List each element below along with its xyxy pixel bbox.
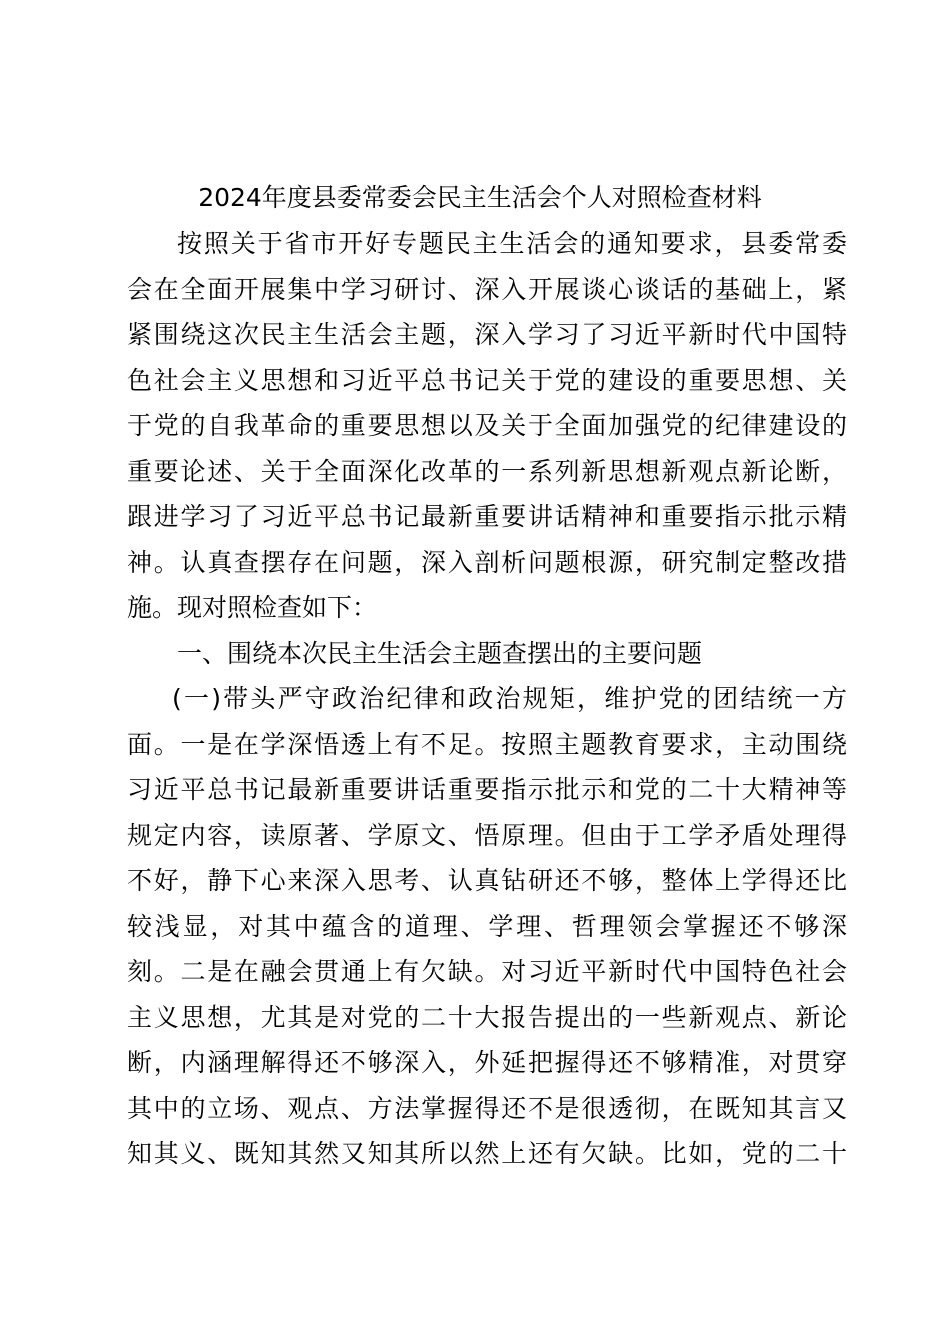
text-line: 跟进学习了习近平总书记最新重要讲话精神和重要指示批示精 bbox=[127, 502, 847, 531]
text-line: 紧围绕这次民主生活会主题，深入学习了习近平新时代中国特 bbox=[127, 320, 847, 349]
text-line: 按照关于省市开好专题民主生活会的通知要求，县委常委 bbox=[177, 229, 847, 258]
text-line: 于党的自我革命的重要思想以及关于全面加强党的纪律建设的 bbox=[127, 411, 847, 440]
text-line: 重要论述、关于全面深化改革的一系列新思想新观点新论断， bbox=[127, 456, 847, 486]
section-heading: 一、围绕本次民主生活会主题查摆出的主要问题 bbox=[177, 638, 703, 668]
text-line: 规定内容，读原著、学原文、悟原理。但由于工学矛盾处理得 bbox=[127, 820, 847, 850]
text-line: 施。现对照检查如下： bbox=[127, 593, 378, 622]
text-line: 会在全面开展集中学习研讨、深入开展谈心谈话的基础上，紧 bbox=[127, 274, 847, 304]
text-line: 断，内涵理解得还不够深入，外延把握得还不够精准，对贯穿 bbox=[127, 1048, 847, 1077]
text-line: (一)带头严守政治纪律和政治规矩，维护党的团结统一方 bbox=[172, 684, 847, 713]
text-line: 知其义、既知其然又知其所以然上还有欠缺。比如，党的二十 bbox=[127, 1139, 847, 1168]
text-line: 较浅显，对其中蕴含的道理、学理、哲理领会掌握还不够深 bbox=[127, 911, 847, 941]
text-line: 色社会主义思想和习近平总书记关于党的建设的重要思想、关 bbox=[127, 365, 847, 395]
text-line: 其中的立场、观点、方法掌握得还不是很透彻，在既知其言又 bbox=[127, 1093, 847, 1123]
document-body bbox=[127, 221, 847, 1177]
text-line: 刻。二是在融会贯通上有欠缺。对习近平新时代中国特色社会 bbox=[127, 957, 847, 986]
document-title: 2024年度县委常委会民主生活会个人对照检查材料 bbox=[198, 183, 762, 212]
text-line: 不好，静下心来深入思考、认真钻研还不够，整体上学得还比 bbox=[127, 866, 847, 895]
text-line: 习近平总书记最新重要讲话重要指示批示和党的二十大精神等 bbox=[127, 775, 847, 804]
text-line: 面。一是在学深悟透上有不足。按照主题教育要求，主动围绕 bbox=[127, 729, 847, 759]
text-line: 神。认真查摆存在问题，深入剖析问题根源，研究制定整改措 bbox=[127, 547, 847, 577]
text-line: 主义思想，尤其是对党的二十大报告提出的一些新观点、新论 bbox=[127, 1002, 847, 1032]
